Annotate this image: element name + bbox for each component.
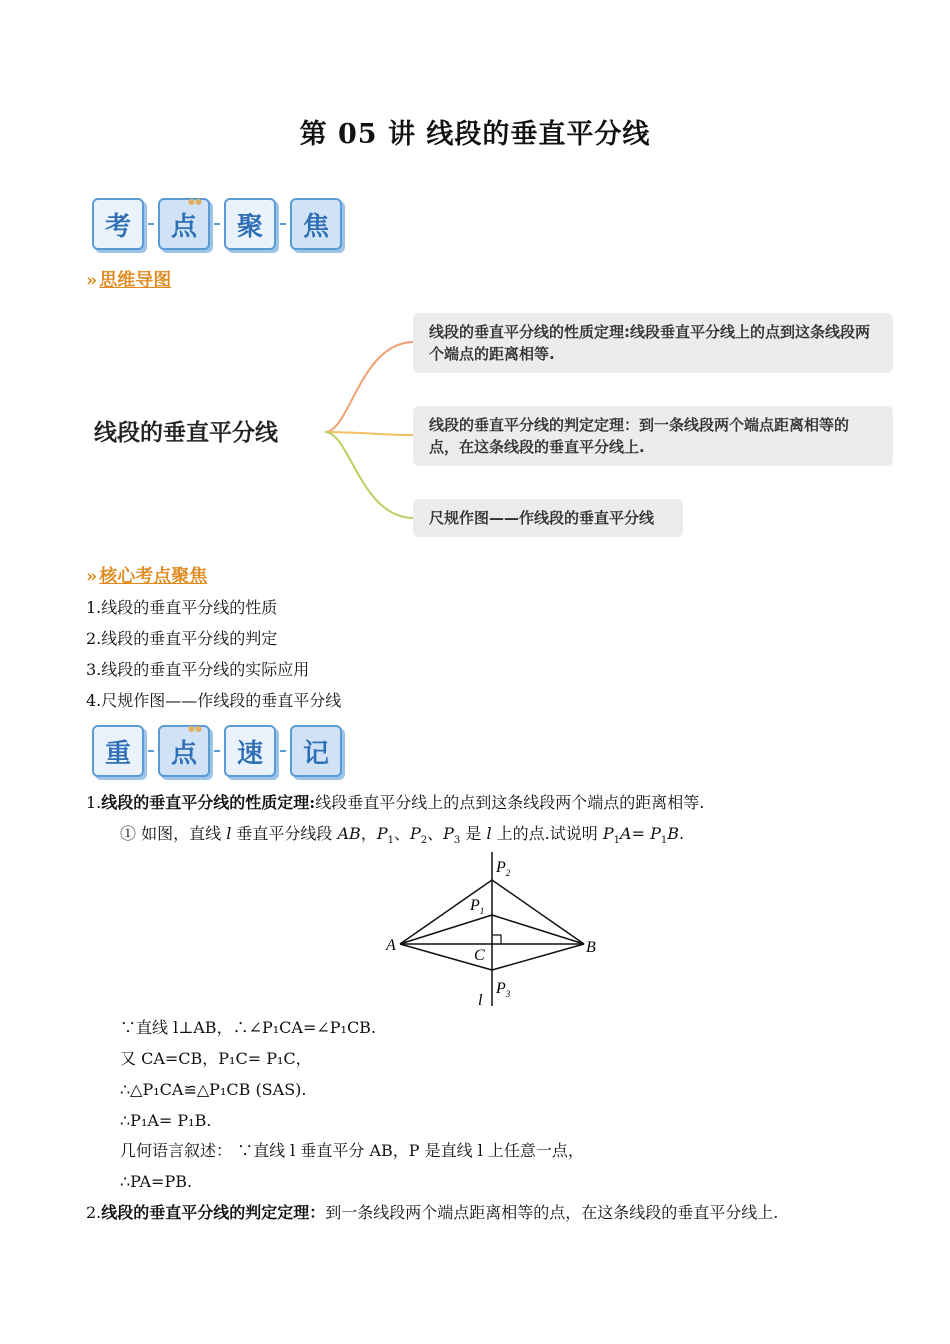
property-theorem: 1.线段的垂直平分线的性质定理:线段垂直平分线上的点到这条线段两个端点的距离相等. bbox=[86, 793, 705, 812]
proof-line-4: ∴P₁A= P₁B. bbox=[120, 1111, 212, 1130]
badge-dian: ●● 点 bbox=[158, 725, 210, 777]
badge-connector bbox=[280, 223, 286, 225]
branch-line-1 bbox=[325, 342, 414, 432]
label-l: l bbox=[478, 992, 483, 1009]
mind-map-branches bbox=[320, 330, 420, 530]
proof-line-3: ∴△P₁CA≌△P₁CB (SAS). bbox=[120, 1080, 307, 1099]
proof-line-5: 几何语言叙述： ∵直线 l 垂直平分 AB，P 是直线 l 上任意一点， bbox=[120, 1141, 584, 1160]
proof-line-1: ∵直线 l⊥AB，∴∠P₁CA=∠P₁CB. bbox=[120, 1018, 377, 1037]
branch-line-3 bbox=[325, 432, 414, 518]
right-angle-mark bbox=[492, 935, 501, 944]
badge-dian: ●● 点 bbox=[158, 198, 210, 250]
label-C: C bbox=[474, 947, 485, 964]
proof-line-6: ∴PA=PB. bbox=[120, 1172, 193, 1191]
badge-su: 速 bbox=[224, 725, 276, 777]
mind-map-box-criterion: 线段的垂直平分线的判定定理：到一条线段两个端点距离相等的点，在这条线段的垂直平分线上. bbox=[413, 406, 893, 466]
badge-row-focus bbox=[92, 198, 342, 250]
mind-map-box-construction: 尺规作图——作线段的垂直平分线 bbox=[413, 499, 683, 537]
section-core-points[interactable]: » 核心考点聚焦 bbox=[86, 566, 208, 587]
double-chevron-icon: » bbox=[86, 270, 98, 291]
mind-map-center: 线段的垂直平分线 bbox=[94, 420, 278, 446]
badge-connector bbox=[214, 750, 220, 752]
segment-BP2 bbox=[492, 880, 584, 944]
branch-line-2 bbox=[325, 432, 414, 435]
double-chevron-icon: » bbox=[86, 566, 98, 587]
badge-zhong: 重 bbox=[92, 725, 144, 777]
proof-line-2: 又 CA=CB，P₁C= P₁C， bbox=[120, 1049, 312, 1068]
section-mind-map[interactable]: » 思维导图 bbox=[86, 270, 172, 291]
label-P3: $P_3$ bbox=[496, 980, 511, 999]
criterion-theorem: 2.线段的垂直平分线的判定定理：到一条线段两个端点距离相等的点，在这条线段的垂直平分线上. bbox=[86, 1203, 779, 1222]
label-P1: $P_1$ bbox=[470, 897, 485, 916]
segment-AP1 bbox=[400, 915, 492, 944]
badge-connector bbox=[280, 750, 286, 752]
badge-connector bbox=[214, 223, 220, 225]
segment-BP3 bbox=[492, 944, 584, 970]
core-point-3: 3.线段的垂直平分线的实际应用 bbox=[86, 660, 310, 679]
example-statement: ① 如图，直线 l 垂直平分线段 AB，$P_1$、$P_2$、$P_3$ 是 l 上的点.试说明 $P_1A= P_1B$. bbox=[120, 824, 685, 847]
mind-map-box-property: 线段的垂直平分线的性质定理:线段垂直平分线上的点到这条线段两个端点的距离相等. bbox=[413, 313, 893, 373]
core-point-2: 2.线段的垂直平分线的判定 bbox=[86, 629, 278, 648]
core-point-1: 1.线段的垂直平分线的性质 bbox=[86, 598, 278, 617]
badge-row-review bbox=[92, 725, 342, 777]
badge-connector bbox=[148, 750, 154, 752]
badge-ji: 记 bbox=[290, 725, 342, 777]
label-B: B bbox=[586, 939, 596, 956]
badge-connector bbox=[148, 223, 154, 225]
core-point-4: 4.尺规作图——作线段的垂直平分线 bbox=[86, 691, 342, 710]
page-title: 第 05 讲 线段的垂直平分线 bbox=[299, 119, 651, 150]
badge-ju: 聚 bbox=[224, 198, 276, 250]
badge-kao: 考 bbox=[92, 198, 144, 250]
geometry-figure bbox=[380, 850, 610, 1010]
label-A: A bbox=[386, 937, 396, 954]
badge-jiao: 焦 bbox=[290, 198, 342, 250]
segment-BP1 bbox=[492, 915, 584, 944]
label-P2: $P_2$ bbox=[496, 859, 511, 878]
